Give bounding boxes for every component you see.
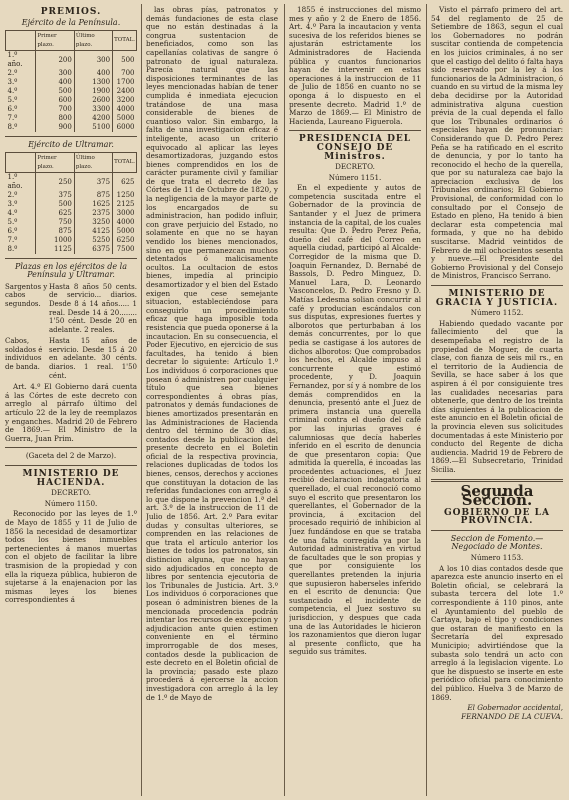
table-cell: 5.º	[7, 217, 18, 226]
table-row	[6, 78, 137, 87]
column-rule	[426, 4, 427, 796]
table-cell: 625	[113, 173, 137, 191]
table-cell: 1300	[74, 78, 112, 87]
table-row	[6, 173, 137, 191]
table-cell: 750	[36, 218, 74, 227]
table-cell: 3300	[74, 105, 112, 114]
table-cell: 5100	[74, 123, 112, 132]
numero-heading: Número 1153.	[470, 553, 524, 563]
table-cell: 5000	[113, 227, 137, 236]
column-1	[5, 6, 137, 796]
table-cell: 1.º año.	[7, 51, 23, 68]
registro-notice: Habiendo quedado vacante por fallecimiento del que la desempeñaba el registro de la propiedad de Moguer, de cuarta clase, con fianza de seis mil rs., en el territorio de la Audiencia de Sevilla, se hace saber á los que aspiren á él por consiguiente tres las cualidades necesarias para obtenerle, que dentro de los treinta días siguientes á la publicacion de este anuncio en el Boletin oficial de la provincia eleven sus solicitudes documentadas á este Ministerio por conducto del Regente de dicha audiencia. Madrid 19 de Febrero de 1869.—El Subsecretario, Trinidad Sicilia.	[431, 318, 563, 474]
peninsula-heading: Ejército de la Península.	[21, 17, 121, 27]
divider	[5, 465, 137, 466]
table-header: TOTAL.	[113, 31, 137, 51]
table-cell: 4125	[74, 227, 112, 236]
table-cell: 875	[36, 227, 74, 236]
divider	[5, 447, 137, 448]
decree-body: Reconocido por las leyes de 1.º de Mayo de 1855 y 11 de Julio de 1856 la necesidad de desamortizar todos los bienes inmuebles pertenecientes á manos muertas con el objeto de facilitar la libre trasmision de la propiedad y con ella la riqueza pública, hubieron de sujetarse á la enajenacion por las mismas leyes los bienes correspondientes á	[5, 509, 137, 605]
table-row	[6, 51, 137, 69]
table-cell: 600	[36, 96, 74, 105]
plazo-detail: Hasta 8 años 50 cents. de servicio... diarios. Desde 8 á 14 años..... 1 real. Desde 14 á 20........ 1'50 cént. Desde 20 en adelante. 2 reales.	[49, 282, 137, 334]
table-cell: 1000	[36, 236, 74, 245]
ministerio-gracia-heading: MINISTERIO DE GRACIA Y JUSTICIA.	[435, 289, 559, 308]
table-row	[6, 245, 137, 254]
table-cell: 625	[36, 209, 74, 218]
table-header: Primer plazo.	[36, 31, 74, 51]
divider	[431, 285, 563, 286]
table-cell: 5.º	[7, 95, 18, 104]
column-3	[289, 6, 421, 796]
decree-body: En el expediente y autos de competencia suscitada entre el Gobernador de la provincia de Santander y el Juez de primera instancia de la capital, de los cuales resulta: Que D. Pedro Perez Peña, dueño del café del Correo en aquella ciudad, participó al Alcalde-Corregidor de la misma que D. Joaquin Fernandez, D. Bernabé de Bassols, D. Pedro Minguez, D. Manuel Lara, D. Leonardo Vasconcelos, D. Pedro Fresno y D. Matías Ledesma solian concurrir al café y producian escándalos con sus disputas, expresiones fuertes y alborotos que perturbaban á los demás concurrentes, por lo que pedia se castigase á los autores de dichos alborotos: Que comprobados los hechos, el Alcalde impuso al concurrente que estimó procedente, y D. Joaquin Fernandez, por sí y á nombre de los demás comprendidos en la denuncia, presentó ante el Juez de primera instancia una querella criminal contra el dueño del café por las injurias graves é calumniosas que decía haberles inferido en el escrito de denuncia de que presentaron copia: Que admitida la querella, é incoadas las procedentes actuaciones, el Juez recibió declaracion indagatoria al querellado, el cual reconoció como suyo el escrito que presentaron los querellantes, el Gobernador de la provincia, á excitacion del procesado requirió de inhibicion al Juez fundándose en que se trataba de una falta corregida ya por la Autoridad administrativa en virtud de facultades que le son propias y que por consiguiente los querellantes pretenden la injuria que supusieron haberseles inferido en el escrito de denuncia: Que sustanciado el incidente de competencia, el Juez sostuvo su jurisdiccion, y despues que cada una de las Autoridades le hicieron los razonamientos que dieron lugar al presente conflicto, que ha seguido sus trámites.	[289, 183, 421, 657]
numero-heading: Número 1151.	[328, 172, 382, 182]
column-rule	[141, 4, 142, 796]
table-row	[6, 96, 137, 105]
presidencia-heading: PRESIDENCIA DEL CONSEJO DE Ministros.	[298, 134, 412, 162]
table-cell: 400	[36, 78, 74, 87]
divider	[5, 258, 137, 259]
premios-heading: PREMIOS.	[40, 7, 102, 17]
table-cell: 6375	[74, 245, 112, 254]
table-cell: 250	[36, 173, 74, 191]
table-cell: 3.º	[7, 199, 18, 208]
numero-heading: Número 1150.	[44, 498, 98, 508]
table-row	[6, 114, 137, 123]
table-cell: 7500	[113, 245, 137, 254]
table-cell: 200	[36, 51, 74, 69]
decreto-heading: DECRETO.	[335, 162, 375, 172]
plazo-label: Sargentos y cabos segundos.	[5, 282, 48, 308]
table-cell: 3.º	[7, 77, 18, 86]
table-cell: 7.º	[7, 235, 18, 244]
ultramar-premios-table	[5, 152, 137, 253]
table-cell: 500	[36, 200, 74, 209]
column-rule	[284, 4, 285, 796]
table-cell: 1125	[36, 245, 74, 254]
table-cell: 4000	[113, 218, 137, 227]
divider	[431, 530, 563, 531]
table-row	[6, 218, 137, 227]
table-cell: 700	[113, 69, 137, 78]
ministerio-hacienda-heading: MINISTERIO DE HACIENDA.	[22, 469, 120, 488]
signature-title: El Gobernador accidental,	[467, 703, 563, 713]
column-2	[146, 6, 278, 796]
segunda-seccion-heading: Segunda Seccion.	[460, 482, 534, 510]
table-row	[6, 87, 137, 96]
table-cell: 2.º	[7, 190, 18, 199]
table-row	[6, 105, 137, 114]
plazo-detail: Hasta 15 años de servicio. Desde 15 á 20 en adelante. 30 cénts. diarios. 1 real. 1'50 cént.	[49, 337, 137, 380]
table-cell: 8.º	[7, 122, 18, 131]
table-cell: 1.º año.	[7, 173, 23, 190]
ultramar-heading: Ejército de Ultramar.	[28, 139, 114, 149]
table-cell: 6.º	[7, 104, 18, 113]
article-4: Art. 4.º El Gobierno dará cuenta á las Córtes de este decreto con arreglo al párrafo último del artículo 22 de la ley de reemplazos y enganches. Madrid 20 de Febrero de 1869.— El Ministro de la Guerra, Juan Prim.	[5, 382, 137, 443]
table-cell: 4.º	[7, 86, 18, 95]
table-cell: 2.º	[7, 68, 18, 77]
table-cell: 800	[36, 114, 74, 123]
table-cell: 3000	[113, 209, 137, 218]
table-cell: 8.º	[7, 244, 18, 253]
table-row	[6, 227, 137, 236]
table-header: TOTAL.	[113, 153, 137, 173]
table-header: Primer plazo.	[36, 153, 74, 173]
decree-body-continued: las obras pías, patronatos y demás fundaciones de esta clase que no están destinadas á la congrua sustentacion de beneficiados, como son las capellanías colativas de sangre ó patronato de igual naturaleza. Parecía natural que las disposiciones terminantes de las leyes mencionadas habían de tener cumplida é inmediata ejecucion tratándose de una masa considerable de bienes de cuantioso valor. Sin embargo, la falta de una investigacion eficaz é inteligente, acaso un criterio equivocado al aplicar las leyes desamortizadoras, juzgando estos bienes comprendidos en los de carácter puramente civil y familiar de que trata el decreto de las Córtes de 11 de Octubre de 1820, y la negligencia de la mayor parte de los encargados de su administracion, han podido influir, con grave perjuicio del Estado, no solamente en que no se hayan vendido los bienes mencionados, sino en que permanezcan muchos detentados ó malicisamente ocultos. La ocultacion de estos bienes, impedía al principio desamortizador y el bien del Estado exigen que cese semejante situacion, estableciéndose para conseguirlo un procedimiento eficaz que haga imposible toda resistencia que pueda oponerse á la incautacion. En su consecuencia, el Poder Ejecutivo, en ejercicio de sus facultades, ha tenido á bien decretar lo siguiente: Artículo 1.º Los individuos ó corporaciones que posean ó administren por cualquier título que sea bienes correspondientes á obras pías, patronatos y demás fundaciones de bienes amortizados presentarán en las Administraciones de Hacienda dentro del término de 30 días, contados desde la publicacion del presente decreto en el Boletin oficial de la respectiva provincia, relaciones duplicadas de todos los bienes, censos, derechos y acciones que constituyan la dotacion de las referidas fundaciones con arreglo á lo que dispone la prevencion 1.ª del art. 3.º de la instruccion de 11 de Julio de 1856. Art. 2.º Para evitar dudas y consultas ulteriores, se comprenden en las relaciones de que trata el artículo anterior los bienes de todos los patronatos, sin distincion alguna, que no hayan sido adjudicados en concepto de libres por sentencia ejecutoria de los Tribunales de Justicia. Art. 3.º Los individuos ó corporaciones que posean ó administren bienes de la mencionada procedencia podrán intentar los recursos de excepcion y adjudicacion ante quien estimen conveniente en el término improrrogable de dos meses, contados desde la publicacion de este decreto en el Boletin oficial de la provincia; pasado este plazo procederá á ejercerse la accion investigadora con arreglo á la ley de 1.º de Mayo de	[146, 6, 278, 702]
table-header: Último plazo.	[74, 31, 112, 51]
table-cell: 300	[74, 51, 112, 69]
plazo-cabos	[5, 337, 137, 380]
table-cell: 6250	[113, 236, 137, 245]
table-cell: 500	[36, 87, 74, 96]
plazo-sargentos	[5, 283, 137, 335]
divider	[5, 136, 137, 137]
table-cell: 1625	[74, 200, 112, 209]
gobierno-heading: GOBIERNO DE LA PROVINCIA.	[444, 507, 550, 527]
table-cell: 2400	[113, 87, 137, 96]
seccion-heading: Seccion de Fomento.—Negociado de Montes.	[450, 533, 544, 552]
decree-conclusion: 1855 é instrucciones del mismo mes y año y 2 de Enero de 1856. Art. 4.º Para la incautacion y venta sucesiva de los referidos bienes se ajustarán estrictamente los Administradores de Hacienda pública y cuantos funcionarios hayan de intervenir en estas operaciones á la instruccion de 11 de Julio de 1856 en cuanto no se oponga á lo dispuesto en el presente decreto. Madrid 1.º de Marzo de 1869.— El Ministro de Hacienda, Laureano Figuerola.	[289, 6, 421, 126]
table-cell: 1900	[74, 87, 112, 96]
table-cell: 1250	[113, 191, 137, 200]
table-header: Último plazo.	[74, 153, 112, 173]
table-cell: 6.º	[7, 226, 18, 235]
peninsula-premios-table	[5, 30, 137, 131]
table-row	[6, 236, 137, 245]
table-cell: 875	[74, 191, 112, 200]
table-row	[6, 69, 137, 78]
decree-conclusion: Visto el párrafo primero del art. 54 del reglamento de 25 de Setiembre de 1863, segun el cual los Gobernadores no podrán suscitar contienda de competencia en los juicios criminales, á no ser que el castigo del delito ó falta haya sido reservado por la ley á los funcionarios de la Administracion, ó cuando en su virtud de la misma ley deba decidirse por la Autoridad administrativa alguna cuestion prévia de la cual dependa el fallo que los Tribunales ordinarios ó especiales hayan de pronunciar: Considerando que D. Pedro Perez Peña se ha ratificado en el escrito de denuncia, y por lo tanto ha reconocido el hecho de la querella, que por su naturaleza cae bajo la apreciacion exclusiva de los Tribunales ordinarios; El Gobierno Provisional, de conformidad con lo consultado por el Consejo de Estado en pleno, Ha tenido á bien declarar esta competencia mal formada, y que no ha debido suscitarse. Madrid veintidos de Febrero de mil ochocientos sesenta y nueve.—El Presidente del Gobierno Provisional y del Consejo de Ministros, Francisco Serrano.	[431, 6, 563, 281]
table-cell: 6000	[113, 123, 137, 132]
table-cell: 5000	[113, 114, 137, 123]
numero-heading: Número 1152.	[470, 308, 524, 318]
table-cell: 900	[36, 123, 74, 132]
table-row	[6, 123, 137, 132]
table-cell: 2125	[113, 200, 137, 209]
table-cell: 4000	[113, 105, 137, 114]
table-cell: 375	[36, 191, 74, 200]
table-cell: 700	[36, 105, 74, 114]
column-4	[431, 6, 563, 796]
table-cell: 7.º	[7, 113, 18, 122]
table-cell: 375	[74, 173, 112, 191]
table-cell: 2375	[74, 209, 112, 218]
plazas-heading: Plazas en los ejércitos de la Península y Ultramar.	[14, 261, 127, 280]
table-cell: 1700	[113, 78, 137, 87]
table-row	[6, 191, 137, 200]
table-cell: 400	[74, 69, 112, 78]
table-cell: 300	[36, 69, 74, 78]
gaceta-note: (Gaceta del 2 de Marzo).	[25, 451, 117, 461]
table-cell: 500	[113, 51, 137, 69]
table-cell: 5250	[74, 236, 112, 245]
plazo-label: Cabos, soldados é individuos de banda.	[5, 337, 43, 372]
divider	[289, 130, 421, 131]
table-cell: 2600	[74, 96, 112, 105]
table-row	[6, 209, 137, 218]
table-cell: 3200	[113, 96, 137, 105]
table-cell: 4.º	[7, 208, 18, 217]
signature-name: FERNANDO DE LA CUEVA.	[461, 711, 563, 721]
subasta-notice: A los 10 dias contados desde que aparezca este anuncio inserto en el Boletin oficial, se celebrará la subasta tercera del lote 1.º correspondiente á 110 pinos, ante el Ayuntamiento del pueblo de Cartaya, bajo el tipo y condiciones que ostaran de manifiesto en la Secretaría del expresado Municipio; advirtiéndose que la subasta solo tendrá un acto con arreglo á la legislacion vigente. Lo que he dispuesto se inserte en este periódico oficial para conocimiento del público. Huelva 3 de Marzo de 1869.	[431, 563, 563, 702]
table-cell: 4200	[74, 114, 112, 123]
table-row	[6, 200, 137, 209]
table-cell: 3250	[74, 218, 112, 227]
decreto-heading: DECRETO.	[51, 488, 91, 498]
